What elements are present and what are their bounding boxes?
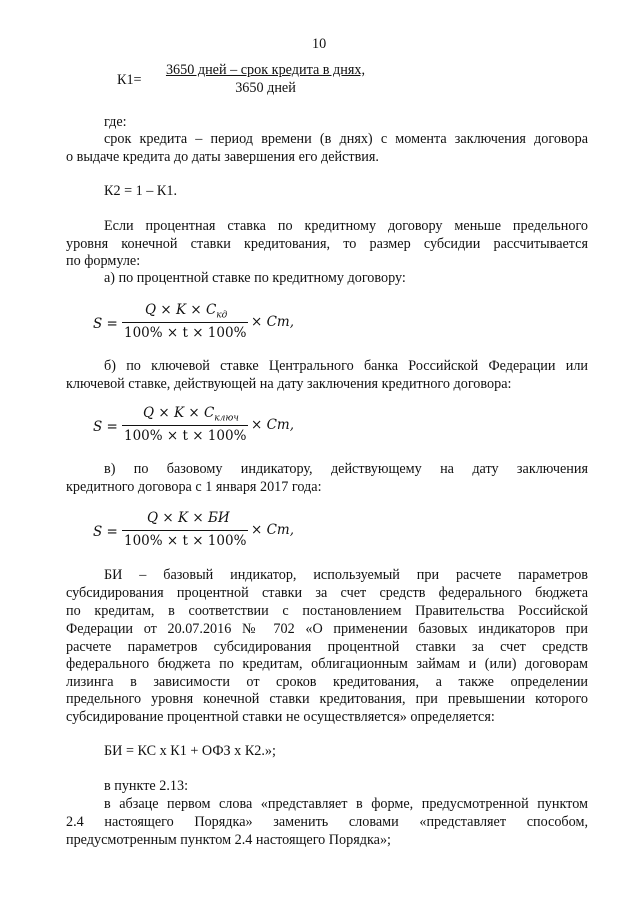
formula-a-lhs: S = (93, 316, 118, 332)
credit-term-line-1: срок кредита – период времени (в днях) с момента заключения договора (104, 131, 588, 147)
formula-a-subscript: кд (216, 310, 228, 321)
formula-b-subscript: ключ (214, 413, 239, 424)
formula-b-tail: × Cm, (251, 417, 295, 433)
formula-b-fraction-bar (122, 425, 248, 426)
formula-b-denominator: 100% × t × 100% (124, 428, 247, 444)
bi-paragraph-line-6: федерального бюджета по кредитам, облигационным займам и (или) договорам (66, 656, 588, 672)
formula-a-numerator-text: Q × K × C (145, 302, 217, 318)
k1-numerator: 3650 дней – срок кредита в днях, (165, 62, 366, 78)
formula-b-numerator-text: Q × K × C (143, 405, 215, 421)
bi-paragraph-line-9: субсидирование процентной ставки не осуществляется» определяется: (66, 709, 495, 725)
item-c-line-1: в) по базовому индикатору, действующему на дату заключения (104, 461, 588, 477)
bi-paragraph-line-8: предельного уровня конечной ставки кредитования, при превышении которого (66, 691, 588, 707)
final-paragraph-line-2: 2.4 настоящего Порядка» заменить словами «представляет способом, (66, 814, 588, 830)
page-number: 10 (312, 36, 327, 52)
k1-lhs: К1= (117, 72, 142, 88)
bi-paragraph-line-5: расчете параметров субсидирования процентной ставки за счет средств (66, 639, 588, 655)
formula-b-numerator (143, 405, 239, 424)
bi-paragraph-line-2: субсидирования процентной ставки за счет средств федерального бюджета (66, 585, 588, 601)
formula-a-denominator: 100% × t × 100% (124, 325, 247, 341)
credit-term-line-2: о выдаче кредита до даты завершения его действия. (66, 149, 379, 165)
bi-paragraph-line-4: Федерации от 20.07.2016 № 702 «О применении базовых индикаторов при (66, 621, 588, 637)
where-label: где: (104, 114, 127, 130)
formula-c-fraction-bar (122, 530, 248, 531)
formula-b-lhs: S = (93, 419, 118, 435)
final-paragraph-line-1: в абзаце первом слова «представляет в форме, предусмотренной пунктом (104, 796, 588, 812)
bi-paragraph-line-1: БИ – базовый индикатор, используемый при расчете параметров (104, 567, 588, 583)
bi-formula: БИ = КС х К1 + ОФЗ х К2.»; (104, 743, 276, 759)
item-b-line-1: б) по ключевой ставке Центрального банка Российской Федерации или (104, 358, 588, 374)
item-a-label: а) по процентной ставке по кредитному договору: (104, 270, 406, 286)
rate-paragraph-line-2: уровня конечной ставки кредитования, то размер субсидии рассчитывается (66, 236, 588, 252)
formula-c-tail: × Cm, (251, 522, 295, 538)
clause-reference: в пункте 2.13: (104, 778, 189, 794)
formula-a-fraction-bar (122, 322, 248, 323)
rate-paragraph-line-3: по формуле: (66, 253, 141, 269)
item-b-line-2: ключевой ставке, действующей на дату заключения кредитного договора: (66, 376, 512, 392)
formula-c-denominator: 100% × t × 100% (124, 533, 247, 549)
formula-a-tail: × Cm, (251, 314, 295, 330)
final-paragraph-line-3: предусмотренным пунктом 2.4 настоящего Порядка»; (66, 832, 391, 848)
formula-c-lhs: S = (93, 524, 118, 540)
k1-denominator: 3650 дней (235, 80, 296, 96)
formula-c-numerator: Q × K × БИ (147, 510, 230, 526)
rate-paragraph-line-1: Если процентная ставка по кредитному договору меньше предельного (104, 218, 588, 234)
formula-a-numerator (145, 302, 227, 321)
k2-formula: К2 = 1 – К1. (104, 183, 178, 199)
item-c-line-2: кредитного договора с 1 января 2017 года: (66, 479, 322, 495)
bi-paragraph-line-3: по кредитам, в соответствии с постановлением Правительства Российской (66, 603, 588, 619)
bi-paragraph-line-7: лизинга в зависимости от сроков кредитования, а также определении (66, 674, 588, 690)
